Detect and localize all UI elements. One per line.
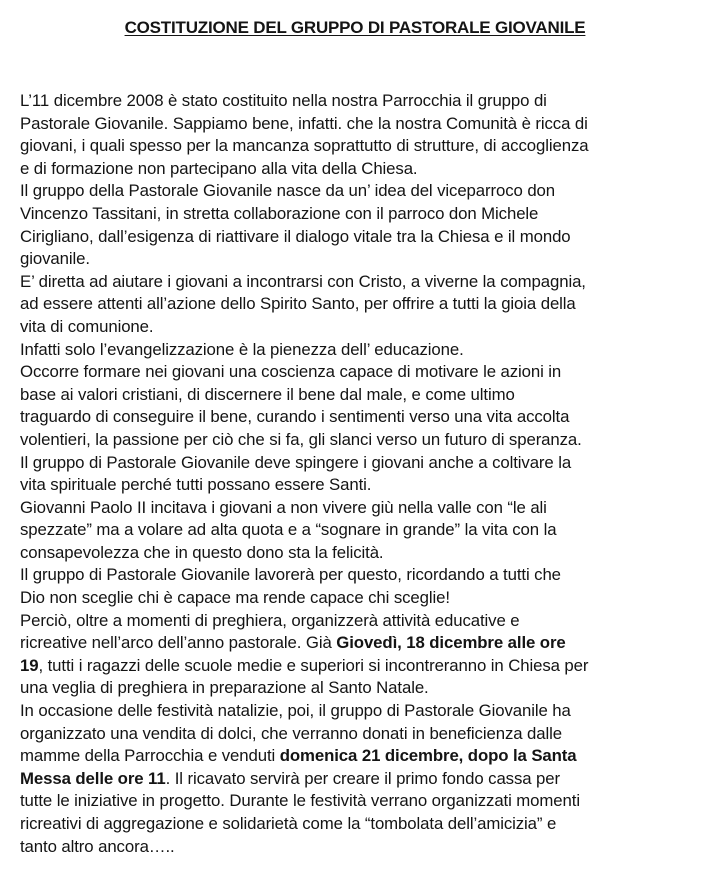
event-time-highlight: 19 <box>20 655 39 675</box>
body-line: consapevolezza che in questo dono sta la felicità. <box>20 542 384 562</box>
body-line: Dio non sceglie chi è capace ma rende capace chi sceglie! <box>20 588 450 608</box>
mass-time-highlight: Messa delle ore 11 <box>20 768 166 788</box>
body-line <box>20 745 700 768</box>
body-line-text: mamme della Parrocchia e venduti <box>20 746 280 766</box>
body-line: Il gruppo della Pastorale Giovanile nasce da un’ idea del viceparroco don <box>20 181 556 201</box>
body-line: Giovanni Paolo II incitava i giovani a non vivere giù nella valle con “le ali <box>20 497 547 517</box>
body-line: organizzato una vendita di dolci, che verranno donati in beneficienza dalle <box>20 723 562 743</box>
body-line: ad essere attenti all’azione dello Spirito Santo, per offrire a tutti la gioia della <box>20 294 576 314</box>
body-line: una veglia di preghiera in preparazione al Santo Natale. <box>20 678 429 698</box>
body-line: E’ diretta ad aiutare i giovani a incontrarsi con Cristo, a viverne la compagnia, <box>20 271 586 291</box>
body-line: e di formazione non partecipano alla vita della Chiesa. <box>20 158 418 178</box>
body-line: Pastorale Giovanile. Sappiamo bene, infatti. che la nostra Comunità è ricca di <box>20 113 588 133</box>
body-line: Il gruppo di Pastorale Giovanile lavorerà per questo, ricordando a tutti che <box>20 565 561 585</box>
document-title: COSTITUZIONE DEL GRUPPO DI PASTORALE GIOVANILE <box>124 18 586 37</box>
body-line: tanto altro ancora….. <box>20 836 175 856</box>
body-line: traguardo di conseguire il bene, curando i sentimenti verso una vita accolta <box>20 407 570 427</box>
body-line: Infatti solo l’evangelizzazione è la pienezza dell’ educazione. <box>20 339 464 359</box>
body-line-text: . Il ricavato servirà per creare il primo fondo cassa per <box>165 768 561 788</box>
body-line <box>20 655 700 678</box>
body-line: Il gruppo di Pastorale Giovanile deve spingere i giovani anche a coltivare la <box>20 452 572 472</box>
body-line: base ai valori cristiani, di discernere il bene dal male, e come ultimo <box>20 384 515 404</box>
body-line: tutte le iniziative in progetto. Durante le festività verrano organizzati momenti <box>20 791 580 811</box>
body-line: Cirigliano, dall’esigenza di riattivare il dialogo vitale tra la Chiesa e il mondo <box>20 226 571 246</box>
body-line: vita spirituale perché tutti possano essere Santi. <box>20 475 372 495</box>
body-line <box>20 632 700 655</box>
body-line: In occasione delle festività natalizie, poi, il gruppo di Pastorale Giovanile ha <box>20 701 571 721</box>
body-line <box>20 768 700 791</box>
body-line: spezzate” ma a volare ad alta quota e a “sognare in grande” la vita con la <box>20 520 557 540</box>
body-line-text: , tutti i ragazzi delle scuole medie e superiori si incontreranno in Chiesa per <box>38 655 589 675</box>
body-line: Vincenzo Tassitani, in stretta collaborazione con il parroco don Michele <box>20 203 539 223</box>
body-line: vita di comunione. <box>20 316 154 336</box>
body-line: L’11 dicembre 2008 è stato costituito nella nostra Parrocchia il gruppo di <box>20 91 547 110</box>
body-line: Occorre formare nei giovani una coscienza capace di motivare le azioni in <box>20 362 562 382</box>
document-body <box>20 90 700 858</box>
event-date-highlight: Giovedì, 18 dicembre alle ore <box>336 633 566 653</box>
sale-date-highlight: domenica 21 dicembre, dopo la Santa <box>279 746 577 766</box>
body-line: giovanile. <box>20 249 90 269</box>
body-line: ricreativi di aggregazione e solidarietà come la “tombolata dell’amicizia” e <box>20 814 557 833</box>
body-line-text: ricreative nell’arco dell’anno pastorale. Già <box>20 633 337 653</box>
body-line: Perciò, oltre a momenti di preghiera, organizzerà attività educative e <box>20 610 520 630</box>
body-line: giovani, i quali spesso per la mancanza soprattutto di strutture, di accoglienza <box>20 136 589 156</box>
body-line: volentieri, la passione per ciò che si fa, gli slanci verso un futuro di speranza. <box>20 429 582 449</box>
